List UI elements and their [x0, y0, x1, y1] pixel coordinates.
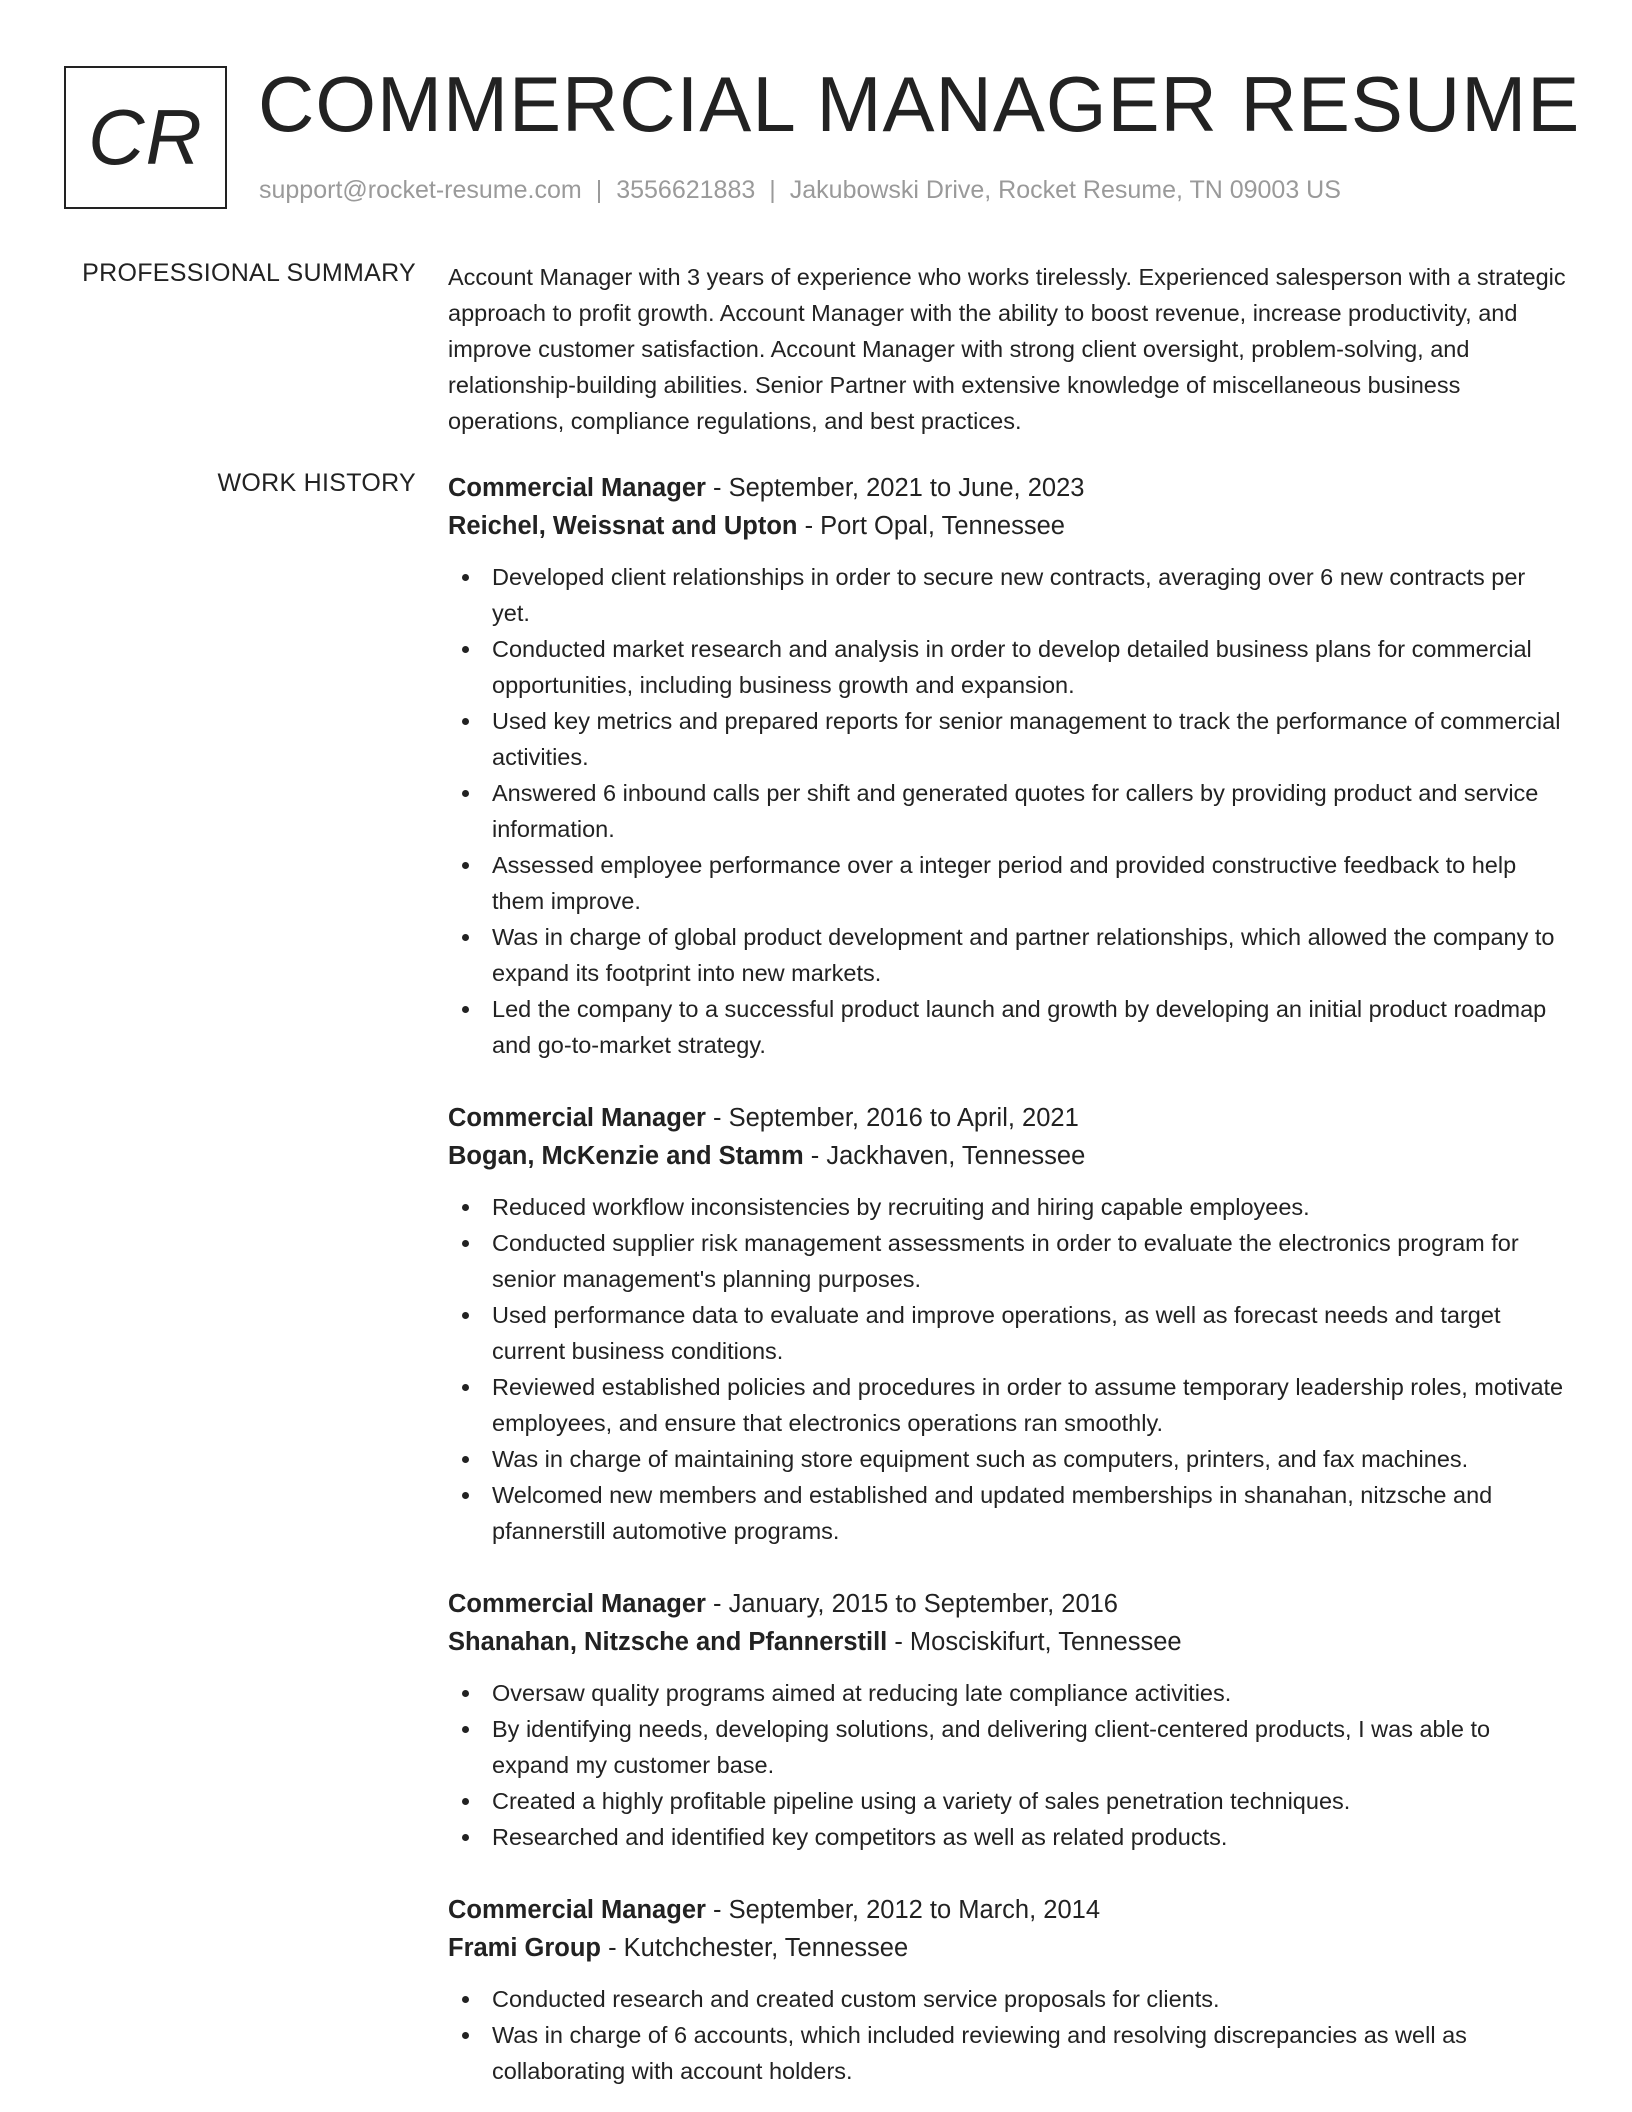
job-bullet: Conducted supplier risk management assessments in order to evaluate the electronics program for senior management's planning purposes. [448, 1225, 1566, 1297]
contact-phone[interactable]: 3556621883 [616, 176, 756, 204]
job-title-line [448, 1891, 1566, 1929]
job-title-line [448, 1585, 1566, 1623]
resume-title: COMMERCIAL MANAGER RESUME [258, 60, 1581, 148]
job-company: Bogan, McKenzie and Stamm [448, 1142, 804, 1170]
job-title: Commercial Manager [448, 1896, 706, 1924]
job-company-line [448, 1623, 1566, 1661]
job-bullet: Was in charge of global product development and partner relationships, which allowed the company to expand its footprint into new markets. [448, 919, 1566, 991]
job-entry [448, 469, 1566, 1063]
contact-address: Jakubowski Drive, Rocket Resume, TN 09003 US [789, 176, 1341, 204]
job-entry [448, 1891, 1566, 2089]
job-entry [448, 1099, 1566, 1549]
job-dates: - January, 2015 to September, 2016 [705, 1590, 1118, 1618]
job-bullet-list [448, 1981, 1566, 2089]
job-bullet: Welcomed new members and established and updated memberships in shanahan, nitzsche and pfannerstill automotive programs. [448, 1477, 1566, 1549]
job-bullet: Reviewed established policies and procedures in order to assume temporary leadership roles, motivate employees, and ensure that electronics operations ran smoothly. [448, 1369, 1566, 1441]
job-bullet: Answered 6 inbound calls per shift and generated quotes for callers by providing product and service information. [448, 775, 1566, 847]
job-entry [448, 1585, 1566, 1855]
job-bullet: Created a highly profitable pipeline using a variety of sales penetration techniques. [448, 1783, 1566, 1819]
summary-text: Account Manager with 3 years of experience who works tirelessly. Experienced salesperson with a strategic approach to profit growth. Account Manager with the ability to boost revenue, increase productivity, and improve customer satisfaction. Account Manager with strong client oversight, problem-solving, and relationship-building abilities. Senior Partner with extensive knowledge of miscellaneous business operations, compliance regulations, and best practices. [448, 264, 1566, 434]
job-location: - Jackhaven, Tennessee [803, 1142, 1086, 1170]
job-company: Frami Group [448, 1934, 602, 1962]
job-dates: - September, 2016 to April, 2021 [705, 1104, 1079, 1132]
job-title: Commercial Manager [448, 1590, 706, 1618]
summary-body [448, 259, 1566, 439]
job-bullet: Led the company to a successful product launch and growth by developing an initial product roadmap and go-to-market strategy. [448, 991, 1566, 1063]
job-company-line [448, 1137, 1566, 1175]
job-location: - Kutchchester, Tennessee [601, 1934, 909, 1962]
section-label-summary: PROFESSIONAL SUMMARY [82, 259, 416, 287]
job-location: - Mosciskifurt, Tennessee [887, 1628, 1182, 1656]
job-bullet: Used performance data to evaluate and improve operations, as well as forecast needs and target current business conditions. [448, 1297, 1566, 1369]
job-company: Shanahan, Nitzsche and Pfannerstill [448, 1628, 888, 1656]
job-title-line [448, 469, 1566, 507]
job-company-line [448, 507, 1566, 545]
job-bullet: Used key metrics and prepared reports for senior management to track the performance of commercial activities. [448, 703, 1566, 775]
job-bullet-list [448, 1675, 1566, 1855]
job-bullet: Developed client relationships in order to secure new contracts, averaging over 6 new contracts per yet. [448, 559, 1566, 631]
section-label-work-history: WORK HISTORY [217, 469, 416, 497]
contact-separator: | [595, 176, 603, 204]
job-bullet: Was in charge of 6 accounts, which included reviewing and resolving discrepancies as well as collaborating with account holders. [448, 2017, 1566, 2089]
job-location: - Port Opal, Tennessee [797, 512, 1065, 540]
job-company: Reichel, Weissnat and Upton [448, 512, 798, 540]
job-bullet: Conducted market research and analysis in order to develop detailed business plans for commercial opportunities, including business growth and expansion. [448, 631, 1566, 703]
contact-separator: | [769, 176, 776, 204]
job-dates: - September, 2021 to June, 2023 [705, 474, 1085, 502]
contact-line [259, 176, 1341, 205]
job-bullet: By identifying needs, developing solutions, and delivering client-centered products, I was able to expand my customer base. [448, 1711, 1566, 1783]
job-title: Commercial Manager [448, 1104, 706, 1132]
job-bullet: Researched and identified key competitors as well as related products. [448, 1819, 1566, 1855]
job-dates: - September, 2012 to March, 2014 [705, 1896, 1101, 1924]
job-title: Commercial Manager [448, 474, 706, 502]
contact-email[interactable]: support@rocket-resume.com [259, 176, 582, 204]
monogram-logo: CR [64, 66, 227, 209]
job-company-line [448, 1929, 1566, 1967]
job-bullet-list [448, 1189, 1566, 1549]
job-bullet-list [448, 559, 1566, 1063]
job-title-line [448, 1099, 1566, 1137]
job-bullet: Oversaw quality programs aimed at reducing late compliance activities. [448, 1675, 1566, 1711]
job-bullet: Reduced workflow inconsistencies by recruiting and hiring capable employees. [448, 1189, 1566, 1225]
work-history-body [448, 469, 1566, 2112]
job-bullet: Was in charge of maintaining store equipment such as computers, printers, and fax machines. [448, 1441, 1566, 1477]
job-bullet: Assessed employee performance over a integer period and provided constructive feedback to help them improve. [448, 847, 1566, 919]
job-bullet: Conducted research and created custom service proposals for clients. [448, 1981, 1566, 2017]
